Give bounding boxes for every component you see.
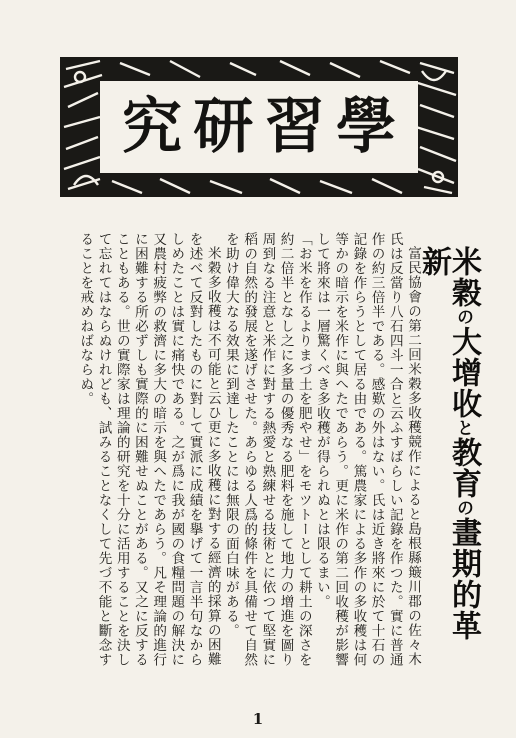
heading-part-4: と — [453, 419, 473, 437]
article-body — [77, 232, 422, 672]
heading-part-2: の — [453, 308, 473, 326]
title-glyph-4: 究 — [122, 92, 182, 162]
heading-part-6: の — [453, 499, 473, 517]
title-glyph-2: 習 — [264, 92, 325, 162]
heading-part-1: 米穀 — [446, 246, 481, 308]
banner-title — [100, 81, 418, 173]
article-heading — [416, 246, 481, 646]
title-glyph-3: 研 — [193, 92, 254, 162]
paragraph-2: 「お米を作るよりまづ土を肥やせ」をモツトーとして耕土の深さを約二倍半となし之に多量の優秀なる肥料を施して地力の增進を圖り周到なる注意と米作に對する熱愛と熟練せる技術とに依つて堅實に稻の自然的發展を遂げさせた。あらゆる人爲的條件を具備せて自然を助け偉大なる效果に到達したことには無限の面白味がある。 — [222, 232, 312, 667]
paragraph-1: 富民協會の第二回米穀多收穫競作によると島根縣簸川郡の佐々木氏は反當り八石四斗一合と云ふすばらしい記錄を作つた。實に普通作の約三倍半である。感歎の外はない。氏は近き將來に於て十石の記錄を作らうとして居る由である。篤農家による多作の多收穫は何等かの暗示を米作に與へたであらう。更に米作の第二回收穫が影響して將來は一層驚くべき多收穫が得られぬとは限るまい。 — [313, 232, 421, 667]
heading-part-7: 畫期的革新 — [416, 246, 481, 641]
page-number: 1 — [252, 710, 264, 728]
heading-part-5: 教育 — [446, 437, 481, 499]
paragraph-3: 米穀多收穫は不可能と云ひ更に多收穫に對する經濟的採算の困難を述べて反對したものに對して實派に成績を擧げて一言半句なからしめたことは實に痛快である。之が爲に我が國の食糧問題の解決に又農村疲弊の救濟に多大の暗示を與へたであらう。凡そ理論的進行に困難する所必ずしも實際的に困難せぬことがある。又之に反することもある。世の實際家は理論的研究を十分に活用することを決して忘れてはならぬけれども、試みることなくして先づ不能と斷念することを戒めねばならぬ。 — [77, 232, 221, 667]
header-banner — [60, 57, 458, 197]
title-glyph-1: 學 — [335, 92, 396, 162]
heading-part-3: 大增收 — [446, 326, 481, 419]
